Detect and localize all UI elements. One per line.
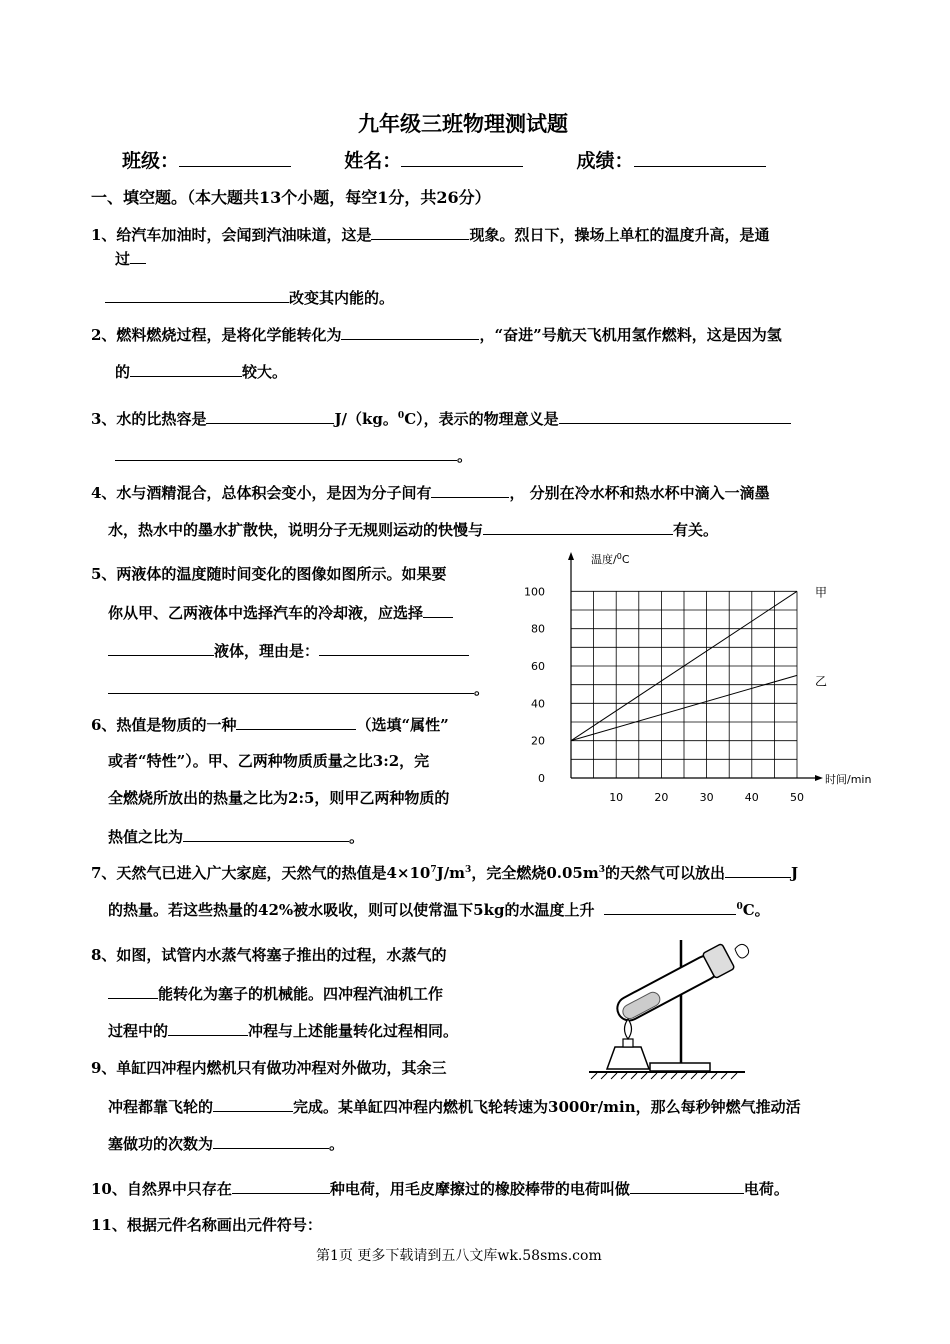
question-4-line-2: 水，热水中的墨水扩散快，说明分子无规则运动的快慢与 有关。 (108, 521, 719, 539)
question-11: 11、根据元件名称画出元件符号： (91, 1216, 322, 1234)
question-1-line-3: 改变其内能的。 (105, 287, 394, 308)
question-9-line-1: 9、单缸四冲程内燃机只有做功冲程对外做功，其余三 (91, 1059, 447, 1077)
chart-axes (568, 552, 823, 781)
y-tick-label: 40 (531, 697, 545, 711)
q6-blank-2[interactable] (183, 826, 349, 842)
question-2-line-2: 的 较大。 (115, 363, 288, 381)
x-tick-label: 20 (654, 791, 669, 804)
question-9-line-2: 冲程都靠飞轮的 完成。某单缸四冲程内燃机飞轮转速为3000r/min，那么每秒钟燃气推动活 (108, 1098, 801, 1116)
q1-blank-1[interactable] (371, 224, 469, 240)
q6-blank-1[interactable] (236, 714, 356, 730)
q4-blank-1[interactable] (431, 482, 509, 498)
question-8-line-1: 8、如图，试管内水蒸气将塞子推出的过程，水蒸气的 (91, 946, 447, 964)
x-tick-label: 30 (699, 791, 714, 804)
temperature-time-chart (515, 546, 885, 816)
question-6-line-4: 热值之比为 。 (108, 828, 365, 846)
question-5-line-4: 。 (108, 678, 489, 699)
question-10: 10、自然界中只存在 种电荷，用毛皮摩擦过的橡胶棒带的电荷叫做 电荷。 (91, 1180, 789, 1198)
question-8-line-3: 过程中的 冲程与上述能量转化过程相同。 (108, 1022, 459, 1040)
q7-blank-1[interactable] (725, 862, 791, 878)
chart-ticks (524, 585, 804, 804)
y-axis-arrow (568, 552, 574, 560)
score-label: 成绩： (576, 150, 634, 172)
question-1-line-2: 过 (115, 248, 146, 269)
q10-blank-1[interactable] (232, 1178, 330, 1194)
page-footer: 第1页 更多下载请到五八文库wk.58sms.com (316, 1248, 602, 1264)
y-tick-label: 0 (538, 772, 545, 785)
page-title: 九年级三班物理测试题 (358, 111, 568, 136)
q9-blank-2[interactable] (213, 1133, 329, 1149)
x-tick-label: 10 (609, 791, 624, 804)
x-axis-arrow (815, 775, 823, 781)
question-7-line-1: 7、天然气已进入广大家庭，天然气的热值是$4\times 10^7J/m^3$，完全燃烧$0.05m^3$的天然气可以放出 J (91, 864, 799, 882)
q3-blank-1[interactable] (206, 408, 334, 424)
q9-blank-1[interactable] (213, 1096, 293, 1112)
question-6-line-2: 或者“特性”）。甲、乙两种物质质量之比3:2，完 (108, 752, 430, 770)
q8-blank-1[interactable] (108, 983, 158, 999)
flame (625, 1019, 632, 1039)
score-blank[interactable] (634, 151, 766, 167)
q3-blank-2b[interactable] (115, 445, 457, 461)
question-7-line-2: 的热量。若这些热量的42%被水吸收，则可以使常温下5kg的水温度上升 $^0$C。 (108, 901, 770, 919)
stand-base (650, 1063, 710, 1071)
q5-blank-1b[interactable] (108, 640, 214, 656)
series-label: 乙 (815, 674, 828, 689)
series-label: 甲 (815, 585, 828, 600)
name-label: 姓名： (344, 150, 402, 172)
q1-blank-2a[interactable] (130, 248, 146, 264)
question-1-line-1: 1、给汽车加油时，会闻到汽油味道，这是 现象。烈日下，操场上单杠的温度升高，是通 (91, 226, 770, 244)
y-tick-label: 60 (531, 660, 545, 673)
name-blank[interactable] (401, 151, 523, 167)
question-3-line-1: 3、水的比热容是 J/（kg。$^0$C），表示的物理意义是 (91, 408, 791, 429)
q2-blank-2[interactable] (130, 361, 242, 377)
q7-blank-2[interactable] (604, 899, 736, 915)
question-5-line-3: 液体，理由是： (108, 640, 469, 661)
question-5-line-2: 你从甲、乙两液体中选择汽车的冷却液，应选择 (108, 602, 453, 623)
q2-blank-1[interactable] (341, 324, 479, 340)
class-label: 班级： (122, 150, 180, 172)
q5-blank-2b[interactable] (108, 678, 474, 694)
q5-blank-2a[interactable] (319, 640, 469, 656)
section-heading: 一、填空题。（本大题共13个小题，每空1分，共26分） (91, 188, 491, 207)
question-5-line-1: 5、两液体的温度随时间变化的图像如图所示。如果要 (91, 565, 447, 583)
test-tube-apparatus-figure (585, 935, 750, 1085)
q3-blank-2a[interactable] (559, 408, 791, 424)
q4-blank-2[interactable] (483, 519, 673, 535)
alcohol-lamp (607, 1047, 649, 1069)
chart-series (571, 585, 827, 740)
question-4-line-1: 4、水与酒精混合，总体积会变小，是因为分子间有 ， 分别在冷水杯和热水杯中滴入一滴墨 (91, 484, 770, 502)
question-3-line-2: 。 (115, 445, 472, 466)
ground-hatch (591, 1073, 737, 1079)
header-row (122, 148, 766, 174)
q5-blank-1a[interactable] (423, 602, 453, 618)
class-blank[interactable] (179, 151, 291, 167)
q1-blank-2b[interactable] (105, 287, 289, 303)
test-tube (612, 943, 735, 1026)
x-tick-label: 40 (744, 791, 759, 804)
chart-ylabel: 温度/$^0$C (591, 552, 630, 566)
x-tick-label: 50 (790, 791, 804, 804)
question-8-line-2: 能转化为塞子的机械能。四冲程汽油机工作 (108, 983, 443, 1004)
question-6-line-1: 6、热值是物质的一种 （选填“属性” (91, 716, 449, 734)
steam (735, 944, 749, 958)
chart-xlabel: 时间/min (825, 773, 872, 786)
question-2-line-1: 2、燃料燃烧过程，是将化学能转化为 ，“奋进”号航天飞机用氢作燃料，这是因为氢 (91, 326, 782, 344)
y-tick-label: 20 (531, 734, 545, 748)
q10-blank-2[interactable] (630, 1178, 744, 1194)
y-tick-label: 100 (524, 585, 545, 599)
question-9-line-3: 塞做功的次数为 。 (108, 1135, 345, 1153)
q8-blank-2[interactable] (168, 1020, 248, 1036)
question-6-line-3: 全燃烧所放出的热量之比为2:5，则甲乙两种物质的 (108, 789, 450, 807)
y-tick-label: 80 (531, 622, 545, 636)
